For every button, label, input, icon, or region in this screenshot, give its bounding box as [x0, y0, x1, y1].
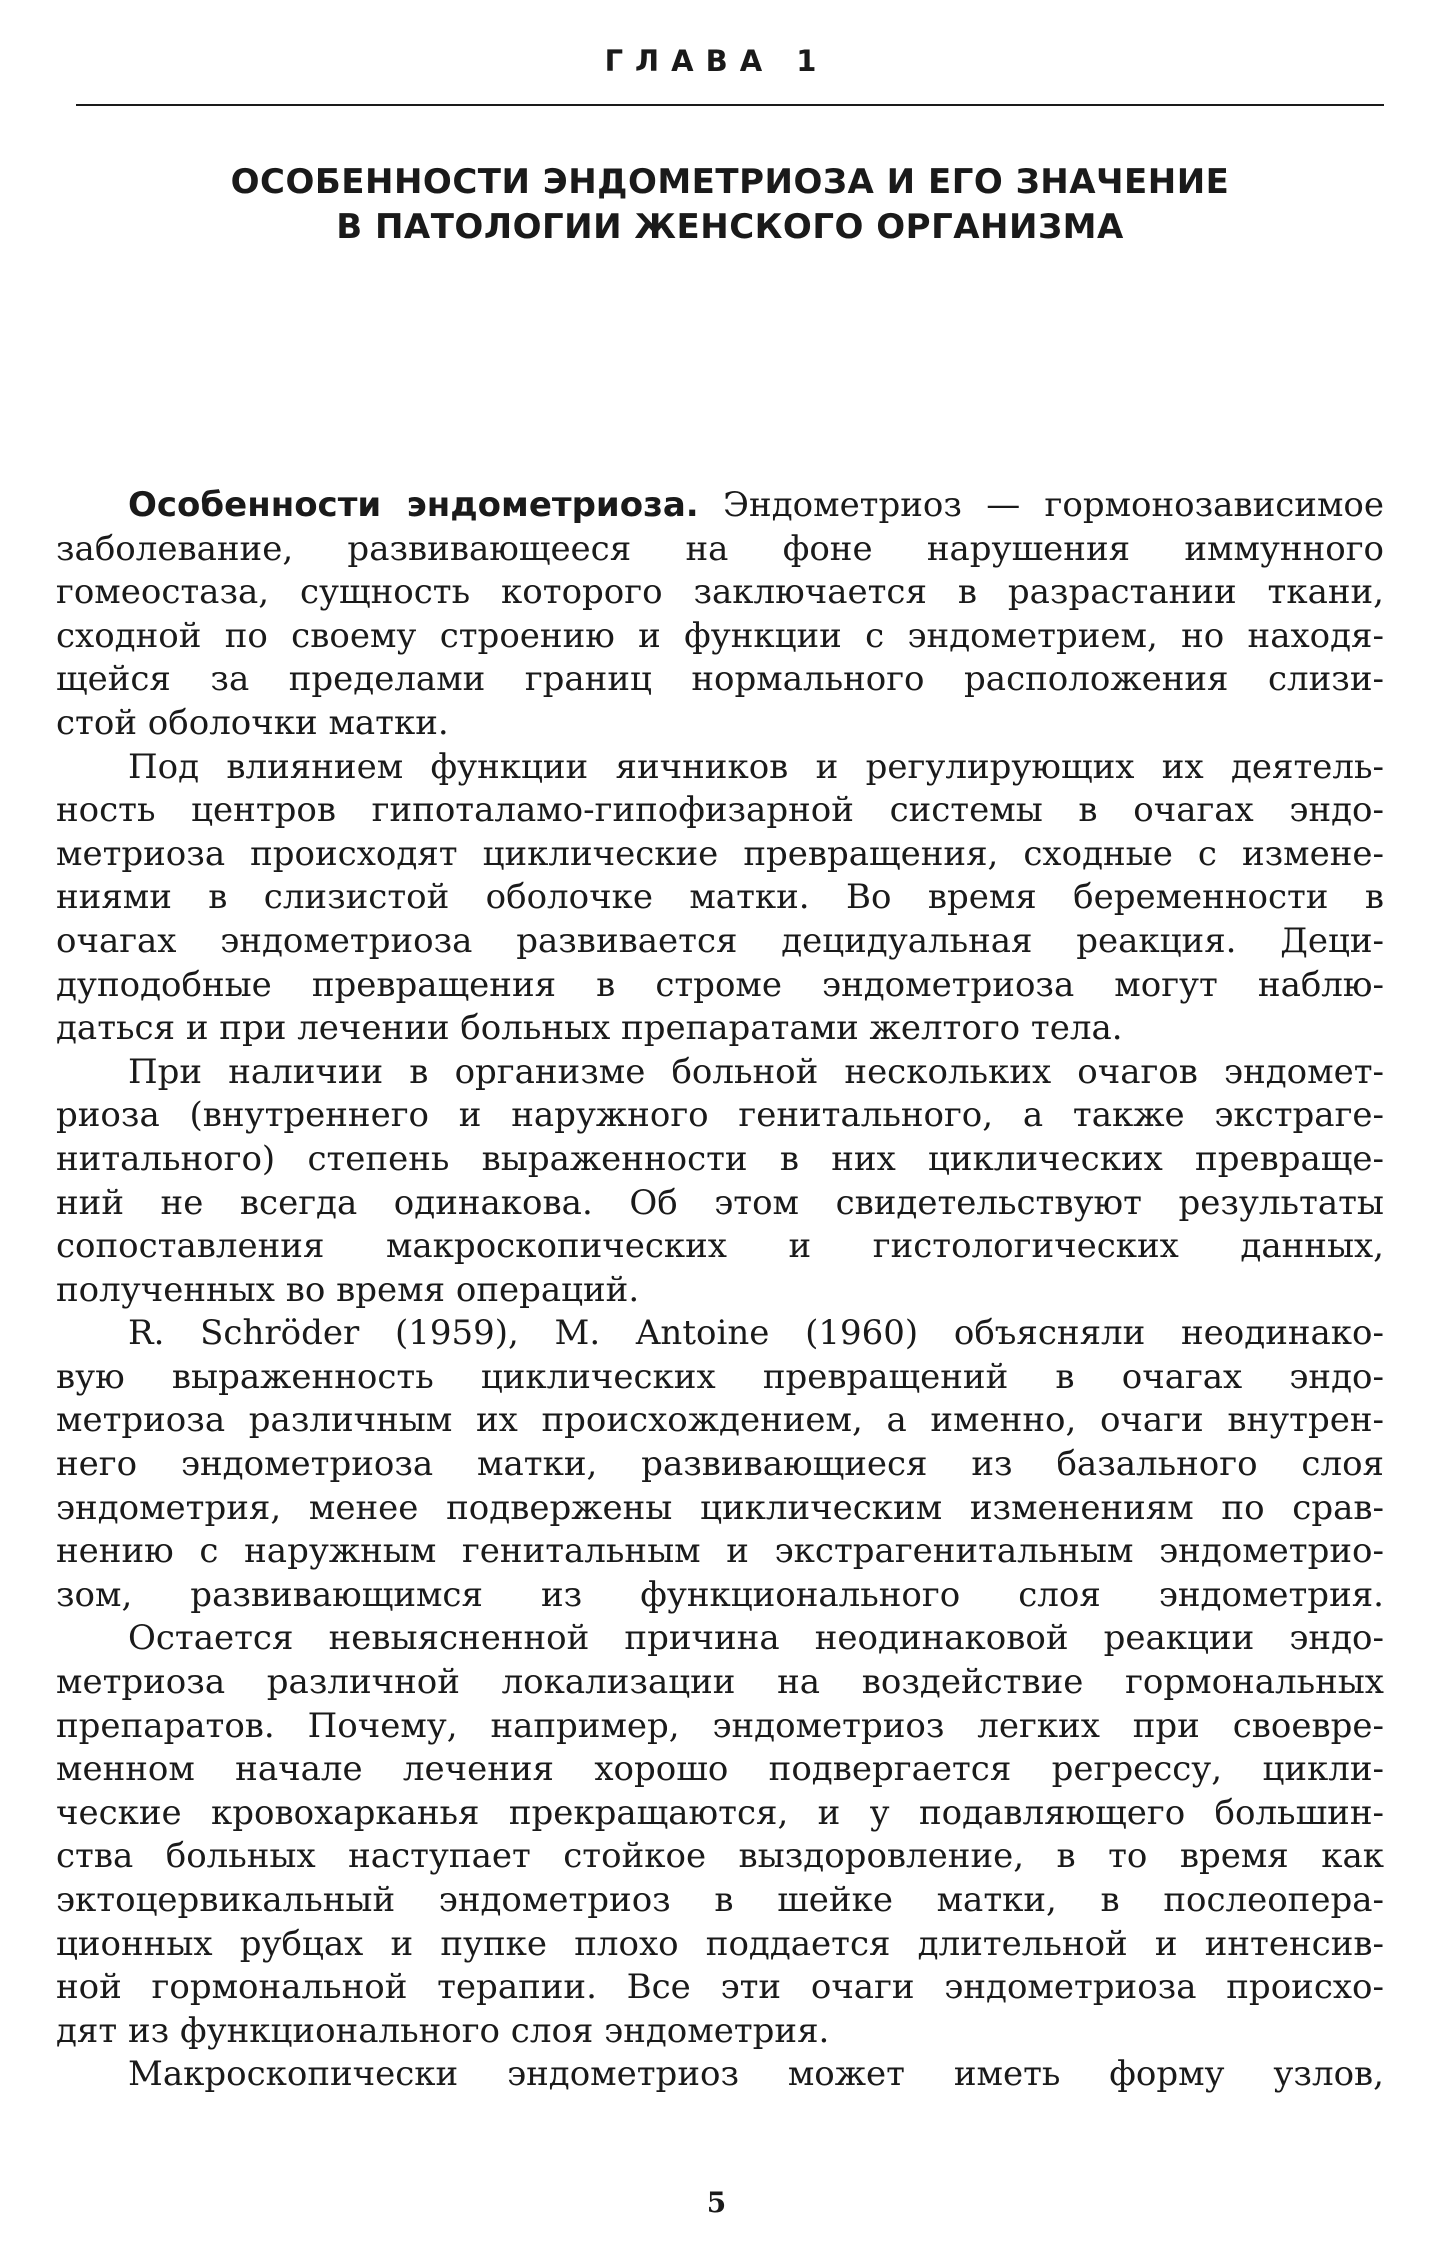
text-line: нению с наружным генитальным и экстрагенитальным эндометрио- [56, 1531, 1384, 1572]
text-line: ства больных наступает стойкое выздоровление, в то время как [56, 1836, 1384, 1877]
paragraph-1 [56, 484, 1384, 746]
text-line: R. Schröder (1959), M. Antoine (1960) объясняли неодинако- [128, 1313, 1384, 1354]
text-line: ность центров гипоталамо-гипофизарной системы в очагах эндо- [56, 790, 1384, 831]
text-line: метриоза происходят циклические превращения, сходные с измене- [56, 833, 1384, 874]
text-line: сходной по своему строению и функции с эндометрием, но находя- [56, 615, 1384, 656]
text-line: очагах эндометриоза развивается децидуальная реакция. Деци- [56, 920, 1384, 961]
text-line: зом, развивающимся из функционального слоя эндометрия. [56, 1574, 1384, 1615]
text-line: эктоцервикальный эндометриоз в шейке матки, в послеопера- [56, 1880, 1384, 1920]
text-line: щейся за пределами границ нормального расположения слизи- [56, 659, 1384, 700]
text-line: ционных рубцах и пупке плохо поддается длительной и интенсив- [56, 1923, 1384, 1964]
chapter-title-line-2: В ПАТОЛОГИИ ЖЕНСКОГО ОРГАНИЗМА [336, 207, 1124, 247]
text-line [56, 484, 1384, 528]
text-line: эндометрия, менее подвержены циклическим изменениям по срав- [56, 1487, 1384, 1528]
text-line: менном начале лечения хорошо подвергается регрессу, цикли- [56, 1749, 1384, 1790]
body-text [56, 484, 1384, 2097]
text-line: риоза (внутреннего и наружного генитального, а также экстраге- [56, 1095, 1384, 1136]
text-line: стой оболочки матки. [56, 702, 449, 743]
page-number: 5 [706, 2186, 727, 2219]
paragraph-2 [56, 746, 1384, 1051]
chapter-label: ГЛАВА 1 [604, 44, 829, 78]
text-line: полученных во время операций. [56, 1269, 640, 1310]
paragraph-3 [56, 1051, 1384, 1313]
text-line: нитального) степень выраженности в них циклических превраще- [56, 1138, 1384, 1179]
text-line: дуподобные превращения в строме эндометриоза могут наблю- [56, 964, 1384, 1005]
run-in-heading: Особенности эндометриоза. [128, 485, 699, 525]
paragraph-5 [56, 1617, 1384, 2053]
text-line: вую выраженность циклических превращений в очагах эндо- [56, 1356, 1384, 1397]
text-line: ной гормональной терапии. Все эти очаги эндометриоза происхо- [56, 1967, 1384, 2008]
chapter-title [76, 160, 1384, 250]
paragraph-4 [56, 1312, 1384, 1617]
text-line: гомеостаза, сущность которого заключается в разрастании ткани, [56, 572, 1384, 613]
chapter-title-line-1: ОСОБЕННОСТИ ЭНДОМЕТРИОЗА И ЕГО ЗНАЧЕНИЕ [230, 162, 1230, 202]
text-line: метриоза различным их происхождением, а именно, очаги внутрен- [56, 1400, 1384, 1441]
text-line-rest: Эндометриоз — гормонозависимое [698, 485, 1384, 525]
text-line: Остается невыясненной причина неодинаковой реакции эндо- [128, 1618, 1384, 1659]
header-rule [76, 104, 1384, 106]
text-line: заболевание, развивающееся на фоне нарушения иммунного [56, 528, 1384, 569]
text-line: сопоставления макроскопических и гистологических данных, [56, 1226, 1384, 1267]
text-line: При наличии в организме больной нескольких очагов эндомет- [128, 1051, 1384, 1092]
text-line: Макроскопически эндометриоз может иметь форму узлов, [128, 2054, 1384, 2095]
text-line: ческие кровохарканья прекращаются, и у подавляющего большин- [56, 1792, 1384, 1833]
text-line: него эндометриоза матки, развивающиеся из базального слоя [56, 1444, 1384, 1485]
text-line: ниями в слизистой оболочке матки. Во время беременности в [56, 877, 1384, 918]
text-line: даться и при лечении больных препаратами желтого тела. [56, 1008, 1123, 1049]
text-line: Под влиянием функции яичников и регулирующих их деятель- [128, 746, 1384, 787]
text-line: ний не всегда одинакова. Об этом свидетельствуют результаты [56, 1182, 1384, 1223]
paragraph-6 [56, 2053, 1384, 2097]
text-line: метриоза различной локализации на воздействие гормональных [56, 1662, 1384, 1703]
text-line: дят из функционального слоя эндометрия. [56, 2010, 830, 2051]
text-line: препаратов. Почему, например, эндометриоз легких при своевре- [56, 1705, 1384, 1746]
